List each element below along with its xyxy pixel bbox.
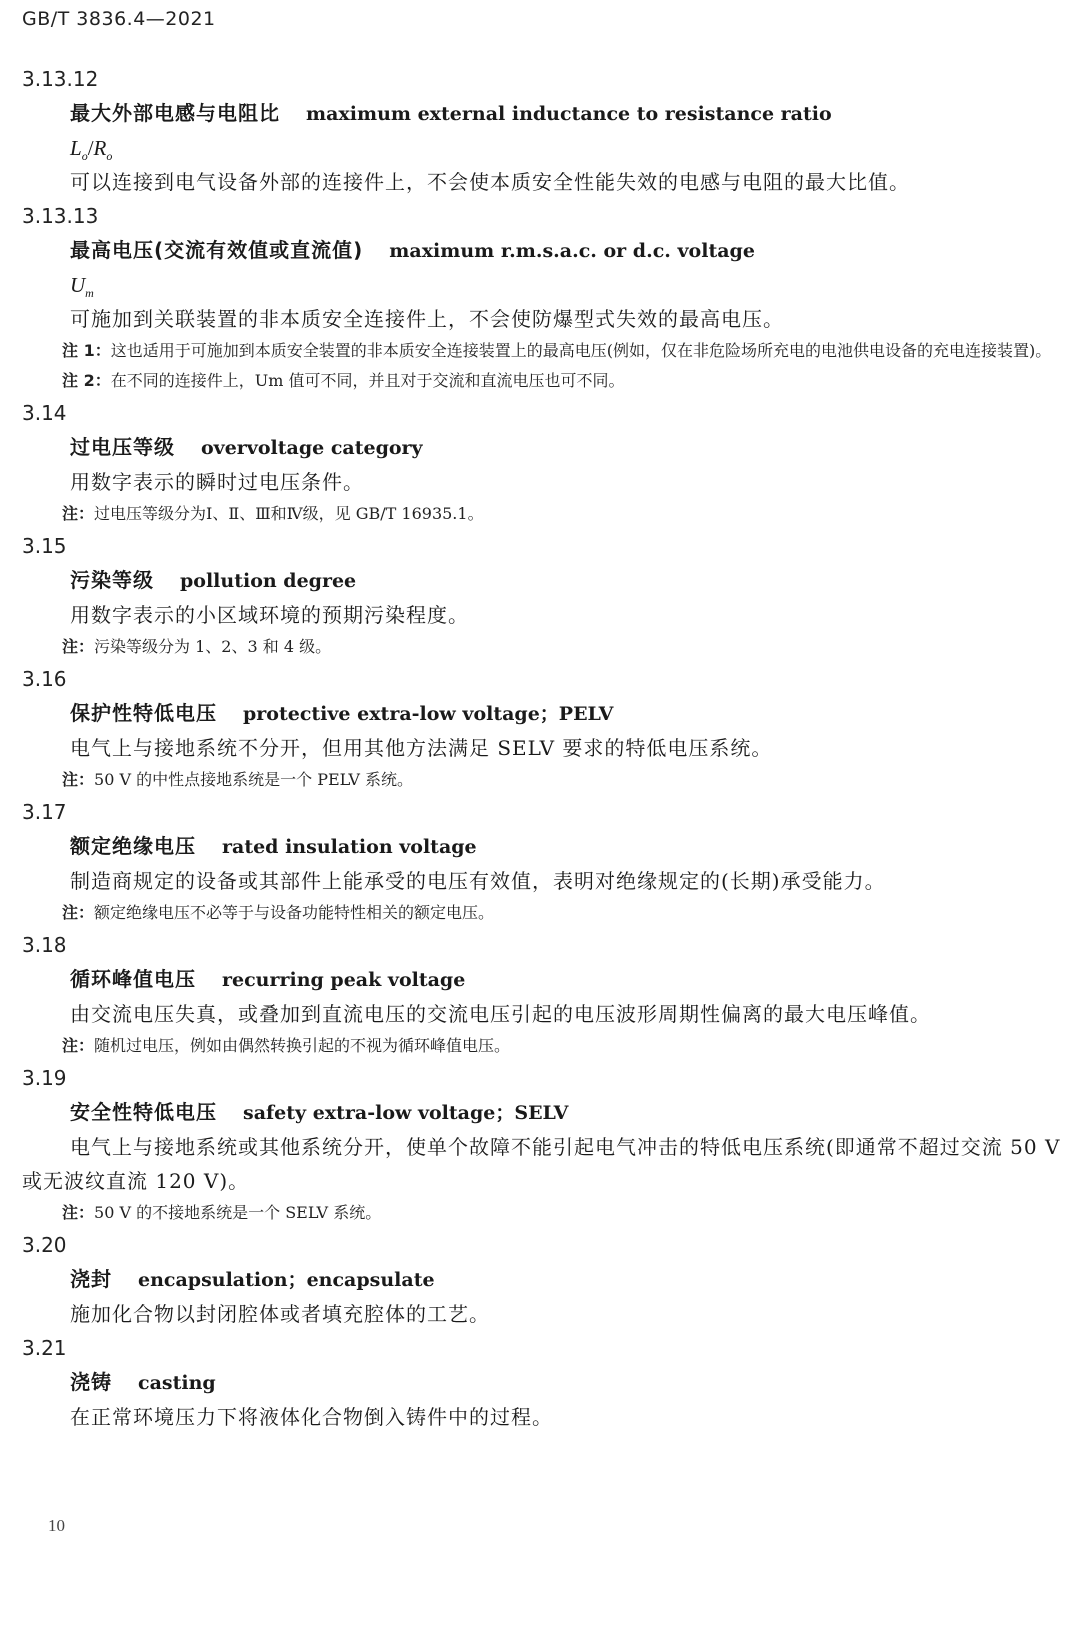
note-text: 过电压等级分为Ⅰ、Ⅱ、Ⅲ和Ⅳ级，见 GB/T 16935.1。 — [94, 504, 484, 523]
term-definition: 用数字表示的瞬时过电压条件。 — [70, 470, 364, 494]
term-definition: 可以连接到电气设备外部的连接件上，不会使本质安全性能失效的电感与电阻的最大比值。 — [70, 170, 910, 194]
symbol-main-2: R — [93, 136, 107, 160]
term-definition: 由交流电压失真，或叠加到直流电压的交流电压引起的电压波形周期性偏离的最大电压峰值。 — [70, 1002, 931, 1026]
term-heading — [70, 829, 1062, 864]
term-symbol: $L_o/R_o$ — [70, 136, 113, 164]
term-heading — [70, 1262, 1062, 1297]
term-definition: 电气上与接地系统不分开，但用其他方法满足 SELV 要求的特低电压系统。 — [70, 736, 773, 760]
term-note — [62, 499, 1062, 529]
note-text: 额定绝缘电压不必等于与设备功能特性相关的额定电压。 — [94, 903, 495, 922]
term-english: encapsulation；encapsulate — [138, 1269, 435, 1291]
term-symbol — [70, 268, 1062, 302]
term-note — [62, 765, 1062, 795]
symbol-subscript: m — [85, 286, 94, 301]
term-note — [62, 898, 1062, 928]
term-chinese: 过电压等级 — [70, 435, 175, 459]
note-text: 50 V 的不接地系统是一个 SELV 系统。 — [94, 1203, 382, 1222]
note-text: 在不同的连接件上，Um 值可不同，并且对于交流和直流电压也可不同。 — [110, 371, 625, 390]
term-english: pollution degree — [180, 570, 357, 592]
term-number: 3.17 — [22, 800, 67, 824]
term-heading — [70, 96, 1062, 131]
term-entry — [22, 1331, 1062, 1434]
term-chinese: 最高电压(交流有效值或直流值) — [70, 238, 364, 262]
symbol-main: L — [70, 136, 82, 160]
term-heading — [70, 233, 1062, 268]
term-entry — [22, 199, 1062, 396]
term-english: casting — [138, 1372, 216, 1394]
symbol-main: U — [70, 273, 86, 297]
term-note — [62, 1031, 1062, 1061]
terms-section — [22, 62, 1062, 1434]
note-label: 注： — [62, 770, 95, 789]
term-entry — [22, 795, 1062, 928]
term-note — [62, 1198, 1062, 1228]
term-number: 3.18 — [22, 933, 67, 957]
term-definition: 制造商规定的设备或其部件上能承受的电压有效值，表明对绝缘规定的(长期)承受能力。 — [70, 869, 886, 893]
note-label: 注： — [62, 504, 95, 523]
symbol-subscript-2: o — [106, 149, 113, 164]
term-english: overvoltage category — [201, 437, 423, 459]
standard-header: GB/T 3836.4—2021 — [22, 8, 216, 30]
term-number: 3.15 — [22, 534, 67, 558]
term-chinese: 浇铸 — [70, 1370, 112, 1394]
term-number: 3.14 — [22, 401, 67, 425]
term-entry — [22, 62, 1062, 199]
term-english: maximum external inductance to resistance ratio — [306, 103, 832, 125]
term-english: maximum r.m.s.a.c. or d.c. voltage — [389, 240, 755, 262]
term-chinese: 污染等级 — [70, 568, 154, 592]
term-heading — [70, 563, 1062, 598]
term-number: 3.19 — [22, 1066, 67, 1090]
term-chinese: 额定绝缘电压 — [70, 834, 196, 858]
term-entry — [22, 529, 1062, 662]
term-definition: 在正常环境压力下将液体化合物倒入铸件中的过程。 — [70, 1405, 553, 1429]
term-english: protective extra-low voltage；PELV — [243, 703, 614, 725]
note-text: 这也适用于可施加到本质安全装置的非本质安全连接装置上的最高电压(例如，仅在非危险场所充电的电池供电设备的充电连接装置)。 — [110, 341, 1052, 360]
symbol-subscript: o — [81, 149, 88, 164]
term-note — [62, 366, 1062, 396]
note-label: 注 2： — [62, 371, 111, 390]
term-heading — [70, 1365, 1062, 1400]
term-number: 3.13.13 — [22, 204, 99, 228]
page-number: 10 — [48, 1516, 65, 1535]
term-chinese: 最大外部电感与电阻比 — [70, 101, 280, 125]
term-definition: 电气上与接地系统或其他系统分开，使单个故障不能引起电气冲击的特低电压系统(即通常不超过交流 50 V 或无波纹直流 120 V)。 — [22, 1135, 1061, 1193]
term-entry — [22, 928, 1062, 1061]
term-number: 3.20 — [22, 1233, 67, 1257]
term-heading — [70, 696, 1062, 731]
term-entry — [22, 1061, 1062, 1228]
term-heading — [70, 962, 1062, 997]
term-english: recurring peak voltage — [222, 969, 466, 991]
term-chinese: 循环峰值电压 — [70, 967, 196, 991]
note-label: 注： — [62, 1036, 95, 1055]
term-definition: 施加化合物以封闭腔体或者填充腔体的工艺。 — [70, 1302, 490, 1326]
term-definition: 用数字表示的小区域环境的预期污染程度。 — [70, 603, 469, 627]
note-text: 50 V 的中性点接地系统是一个 PELV 系统。 — [94, 770, 414, 789]
term-note — [62, 336, 1062, 366]
note-label: 注： — [62, 1203, 95, 1222]
term-chinese: 浇封 — [70, 1267, 112, 1291]
term-chinese: 安全性特低电压 — [70, 1100, 217, 1124]
term-note — [62, 632, 1062, 662]
note-label: 注： — [62, 903, 95, 922]
note-text: 污染等级分为 1、2、3 和 4 级。 — [94, 637, 332, 656]
term-number: 3.16 — [22, 667, 67, 691]
term-definition: 可施加到关联装置的非本质安全连接件上，不会使防爆型式失效的最高电压。 — [70, 307, 784, 331]
term-entry — [22, 396, 1062, 529]
term-number: 3.13.12 — [22, 67, 99, 91]
term-chinese: 保护性特低电压 — [70, 701, 217, 725]
term-heading — [70, 1095, 1062, 1130]
term-entry — [22, 1228, 1062, 1331]
note-text: 随机过电压，例如由偶然转换引起的不视为循环峰值电压。 — [94, 1036, 511, 1055]
term-number: 3.21 — [22, 1336, 67, 1360]
term-heading — [70, 430, 1062, 465]
note-label: 注： — [62, 637, 95, 656]
term-english: safety extra-low voltage；SELV — [243, 1102, 569, 1124]
term-english: rated insulation voltage — [222, 836, 477, 858]
term-entry — [22, 662, 1062, 795]
note-label: 注 1： — [62, 341, 111, 360]
